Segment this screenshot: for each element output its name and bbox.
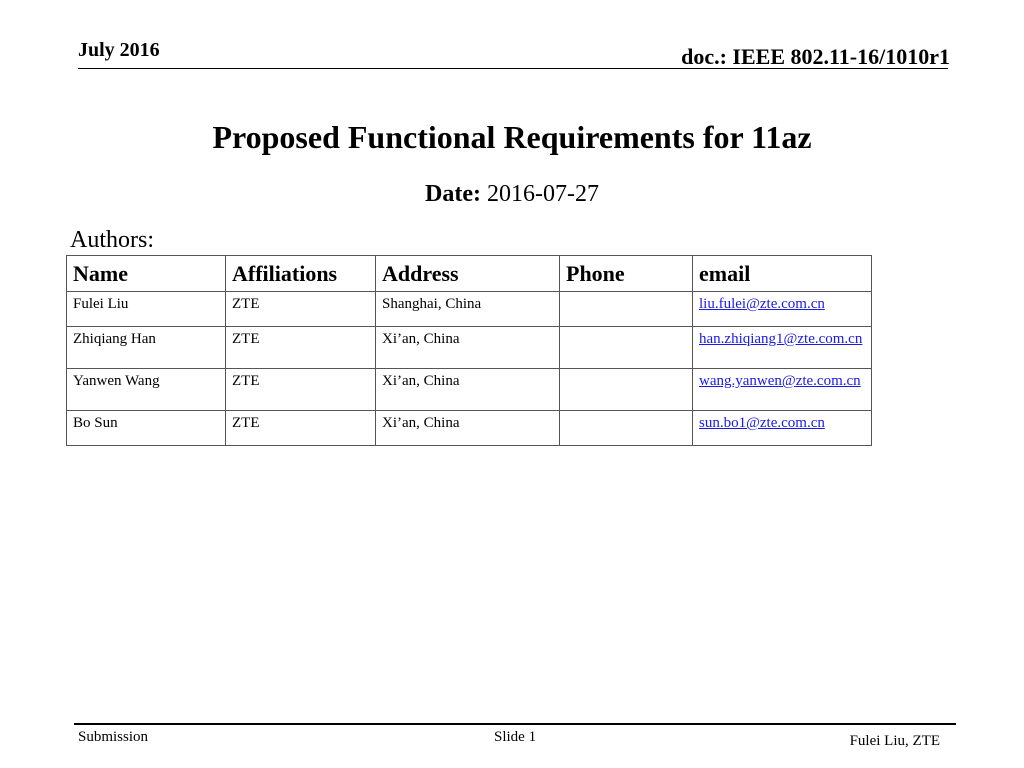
author-affiliation: ZTE	[226, 292, 376, 327]
column-header-affiliations: Affiliations	[226, 256, 376, 292]
author-affiliation: ZTE	[226, 411, 376, 446]
table-row	[67, 369, 872, 411]
header-doc-id: doc.: IEEE 802.11-16/1010r1	[681, 44, 950, 69]
table-row	[67, 411, 872, 446]
footer-author: Fulei Liu, ZTE	[849, 733, 940, 749]
author-name: Bo Sun	[67, 411, 226, 446]
author-name: Zhiqiang Han	[67, 327, 226, 369]
author-email-link[interactable]: liu.fulei@zte.com.cn	[699, 296, 825, 312]
authors-label: Authors:	[70, 227, 154, 253]
author-address: Xi’an, China	[376, 369, 560, 411]
author-name: Yanwen Wang	[67, 369, 226, 411]
footer-submission: Submission	[78, 729, 149, 745]
author-email-link[interactable]: wang.yanwen@zte.com.cn	[699, 373, 861, 389]
footer-rule	[74, 723, 956, 725]
author-phone	[560, 411, 693, 446]
author-email-cell	[693, 327, 872, 369]
authors-table	[66, 255, 872, 446]
author-affiliation: ZTE	[226, 369, 376, 411]
column-header-phone: Phone	[560, 256, 693, 292]
author-phone	[560, 327, 693, 369]
author-address: Shanghai, China	[376, 292, 560, 327]
column-header-name: Name	[67, 256, 226, 292]
table-row	[67, 292, 872, 327]
author-affiliation: ZTE	[226, 327, 376, 369]
author-email-link[interactable]: han.zhiqiang1@zte.com.cn	[699, 331, 863, 347]
author-email-cell	[693, 411, 872, 446]
author-email-cell	[693, 369, 872, 411]
table-header-row	[67, 256, 872, 292]
table-row	[67, 327, 872, 369]
author-phone	[560, 292, 693, 327]
author-address: Xi’an, China	[376, 327, 560, 369]
column-header-address: Address	[376, 256, 560, 292]
author-address: Xi’an, China	[376, 411, 560, 446]
date-value: 2016-07-27	[486, 181, 599, 207]
column-header-email: email	[693, 256, 872, 292]
slide-title: Proposed Functional Requirements for 11az	[212, 119, 812, 155]
header-date: July 2016	[78, 39, 160, 61]
header-rule	[78, 68, 948, 69]
date-line	[0, 180, 1024, 209]
author-name: Fulei Liu	[67, 292, 226, 327]
author-email-link[interactable]: sun.bo1@zte.com.cn	[699, 415, 825, 431]
date-label: Date:	[425, 181, 481, 207]
footer-slide-number: Slide 1	[494, 729, 537, 745]
author-email-cell	[693, 292, 872, 327]
author-phone	[560, 369, 693, 411]
